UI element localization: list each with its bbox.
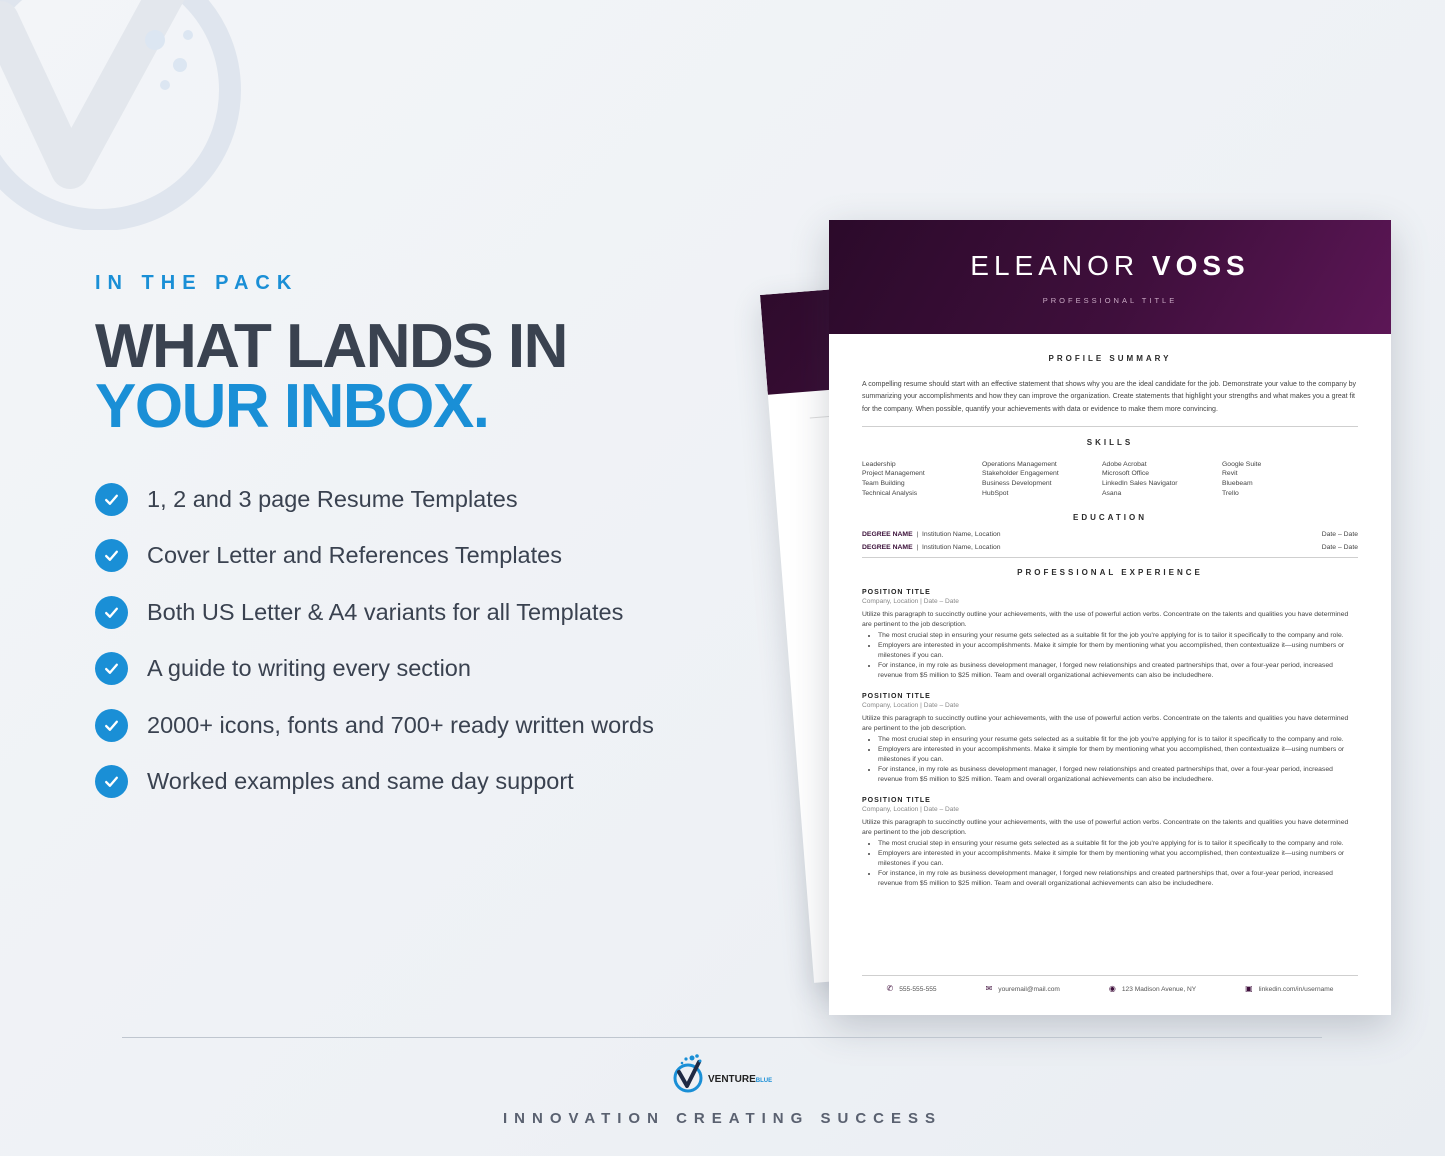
contact-email-text: youremail@mail.com bbox=[998, 986, 1060, 993]
contact-linkedin-text: linkedin.com/in/username bbox=[1258, 986, 1334, 993]
feature-item bbox=[95, 697, 735, 754]
section-heading-skills: SKILLS bbox=[1086, 437, 1134, 447]
job-title: POSITION TITLE bbox=[862, 796, 931, 804]
contact-address-text: 123 Madison Avenue, NY bbox=[1121, 986, 1197, 993]
resume-last-name: VOSS bbox=[1151, 250, 1250, 281]
skill-item: HubSpot bbox=[982, 489, 1009, 497]
job-bullet: • For instance, in my role as business development manager, I forged new relationships and created partnerships that, over a four-year period, increased revenue from $5 million to $25 million. Team and overall organizational achievements can also be includedhere. bbox=[878, 765, 1358, 785]
pack-contents-section bbox=[95, 272, 735, 810]
divider bbox=[862, 426, 1358, 427]
resume-contact-footer bbox=[862, 975, 1358, 993]
job-entry bbox=[862, 589, 1358, 681]
skill-item: Project Management bbox=[862, 470, 925, 478]
skill-item: Adobe Acrobat bbox=[1102, 460, 1147, 468]
skill-item: Google Suite bbox=[1222, 460, 1262, 468]
skill-item: Microsoft Office bbox=[1102, 470, 1150, 478]
job-title: POSITION TITLE bbox=[862, 692, 931, 700]
skill-item: Team Building bbox=[862, 480, 905, 488]
feature-text: A guide to writing every section bbox=[147, 655, 471, 682]
skill-item: Revit bbox=[1222, 470, 1238, 478]
eyebrow-label: IN THE PACK bbox=[95, 272, 299, 294]
resume-body bbox=[829, 354, 1391, 895]
skill-item: Business Development bbox=[982, 480, 1052, 488]
resume-name bbox=[829, 250, 1391, 282]
education-dates: Date – Date bbox=[1321, 530, 1358, 538]
skill-item: Stakeholder Engagement bbox=[982, 470, 1059, 478]
headline-line-2: YOUR INBOX. bbox=[95, 372, 489, 441]
education-row: DEGREE NAME | Institution Name, Location Date – Date bbox=[862, 541, 1358, 554]
skill-item: Operations Management bbox=[982, 460, 1057, 468]
resume-first-name: ELEANOR bbox=[970, 250, 1140, 281]
feature-item bbox=[95, 471, 735, 528]
divider bbox=[862, 557, 1358, 558]
institution: Institution Name, Location bbox=[921, 543, 1001, 551]
brand-name bbox=[708, 1074, 772, 1085]
feature-text: Cover Letter and References Templates bbox=[147, 542, 562, 569]
headline-line-1: WHAT LANDS IN bbox=[95, 312, 567, 381]
education-dates: Date – Date bbox=[1321, 543, 1358, 551]
contact-email bbox=[986, 984, 1060, 993]
job-meta: Company, Location | Date – Date bbox=[862, 805, 959, 813]
skill-item: Bluebeam bbox=[1222, 480, 1253, 488]
experience-list bbox=[862, 577, 1358, 895]
brand-name-main: VENTURE bbox=[708, 1073, 756, 1085]
feature-text: 1, 2 and 3 page Resume Templates bbox=[147, 485, 518, 512]
feature-item bbox=[95, 584, 735, 641]
brand-name-suffix: BLUE bbox=[755, 1077, 773, 1084]
job-entry bbox=[862, 693, 1358, 785]
section-heading-profile: PROFILE SUMMARY bbox=[1048, 354, 1172, 363]
job-entry bbox=[862, 797, 1358, 889]
skill-item: Leadership bbox=[862, 460, 896, 468]
brand-logo bbox=[672, 1052, 772, 1094]
skill-item: Technical Analysis bbox=[862, 489, 918, 497]
job-bullet: • For instance, in my role as business development manager, I forged new relationships and created partnerships that, over a four-year period, increased revenue from $5 million to $25 million. Team and overall organizational achievements can also be includedhere. bbox=[878, 661, 1358, 681]
skills-grid bbox=[862, 461, 1358, 497]
feature-text: Both US Letter & A4 variants for all Templates bbox=[147, 598, 624, 625]
resume-header bbox=[829, 220, 1391, 334]
degree-name: DEGREE NAME bbox=[862, 543, 913, 551]
check-icon bbox=[95, 483, 128, 516]
headline bbox=[95, 312, 735, 441]
feature-item bbox=[95, 641, 735, 698]
job-bullet: • Employers are interested in your accomplishments. Make it simple for them by mentioning what you accomplished, then contextualize it—using numbers or milestones if you can. bbox=[878, 745, 1358, 765]
job-description: Utilize this paragraph to succinctly outline your achievements, with the use of powerful action verbs. Concentrate on the talents and qualities you have determined are pertinent to the job description. bbox=[862, 610, 1349, 628]
contact-phone-text: 555-555-555 bbox=[899, 986, 937, 993]
check-icon bbox=[95, 539, 128, 572]
education-list bbox=[862, 528, 1358, 554]
footer-divider bbox=[122, 1037, 1322, 1038]
feature-list bbox=[95, 471, 735, 810]
job-bullet: • Employers are interested in your accomplishments. Make it simple for them by mentioning what you accomplished, then contextualize it—using numbers or milestones if you can. bbox=[878, 849, 1358, 869]
feature-item bbox=[95, 528, 735, 585]
job-bullets bbox=[878, 631, 1358, 681]
job-bullet: • The most crucial step in ensuring your resume gets selected as a suitable fit for the job you're applying for is to tailor it specifically to the company and role. bbox=[878, 735, 1358, 745]
job-meta: Company, Location | Date – Date bbox=[862, 597, 959, 605]
job-meta: Company, Location | Date – Date bbox=[862, 701, 959, 709]
job-title: POSITION TITLE bbox=[862, 588, 931, 596]
job-description: Utilize this paragraph to succinctly outline your achievements, with the use of powerful action verbs. Concentrate on the talents and qualities you have determined are pertinent to the job description. bbox=[862, 714, 1349, 732]
check-icon bbox=[95, 709, 128, 742]
contact-phone bbox=[886, 984, 936, 993]
job-bullets bbox=[878, 839, 1358, 889]
check-icon bbox=[95, 596, 128, 629]
check-icon bbox=[95, 652, 128, 685]
skill-item: Asana bbox=[1102, 489, 1122, 497]
feature-item bbox=[95, 754, 735, 811]
feature-text: Worked examples and same day support bbox=[147, 768, 574, 795]
venture-blue-logo-icon bbox=[672, 1052, 706, 1094]
job-bullet: • Employers are interested in your accomplishments. Make it simple for them by mentioning what you accomplished, then contextualize it—using numbers or milestones if you can. bbox=[878, 641, 1358, 661]
mail-icon: ✉ bbox=[985, 984, 993, 993]
background-logo-watermark bbox=[0, 0, 260, 230]
profile-summary-text: A compelling resume should start with an effective statement that shows why you are the ideal candidate for the job. Demonstrate your value to the company by summarizing your accomplishments and how they can improve the organization. Create statements that highlight your strengths and what makes you a great fit for the company. When possible, quantify your achievements with data or evidence to make them more convincing. bbox=[862, 381, 1357, 413]
resume-page bbox=[829, 220, 1391, 1015]
check-icon bbox=[95, 765, 128, 798]
job-bullets bbox=[878, 735, 1358, 785]
linkedin-icon: ▣ bbox=[1245, 984, 1253, 993]
skill-item: LinkedIn Sales Navigator bbox=[1102, 480, 1178, 488]
job-bullet: • For instance, in my role as business development manager, I forged new relationships and created partnerships that, over a four-year period, increased revenue from $5 million to $25 million. Team and overall organizational achievements can also be includedhere. bbox=[878, 869, 1358, 889]
contact-address bbox=[1109, 984, 1196, 993]
job-description: Utilize this paragraph to succinctly outline your achievements, with the use of powerful action verbs. Concentrate on the talents and qualities you have determined are pertinent to the job description. bbox=[862, 818, 1349, 836]
skill-item: Trello bbox=[1222, 489, 1239, 497]
phone-icon: ✆ bbox=[886, 984, 894, 993]
section-heading-education: EDUCATION bbox=[1073, 512, 1147, 522]
education-row: DEGREE NAME | Institution Name, Location Date – Date bbox=[862, 528, 1358, 541]
resume-professional-title: PROFESSIONAL TITLE bbox=[1042, 296, 1178, 305]
institution: Institution Name, Location bbox=[921, 530, 1001, 538]
section-heading-experience: PROFESSIONAL EXPERIENCE bbox=[1017, 567, 1203, 577]
feature-text: 2000+ icons, fonts and 700+ ready written words bbox=[147, 711, 654, 738]
location-pin-icon: ◉ bbox=[1108, 984, 1116, 993]
job-bullet: • The most crucial step in ensuring your resume gets selected as a suitable fit for the job you're applying for is to tailor it specifically to the company and role. bbox=[878, 839, 1358, 849]
degree-name: DEGREE NAME bbox=[862, 530, 913, 538]
job-bullet: • The most crucial step in ensuring your resume gets selected as a suitable fit for the job you're applying for is to tailor it specifically to the company and role. bbox=[878, 631, 1358, 641]
contact-linkedin bbox=[1245, 984, 1333, 993]
brand-tagline: INNOVATION CREATING SUCCESS bbox=[502, 1110, 942, 1127]
